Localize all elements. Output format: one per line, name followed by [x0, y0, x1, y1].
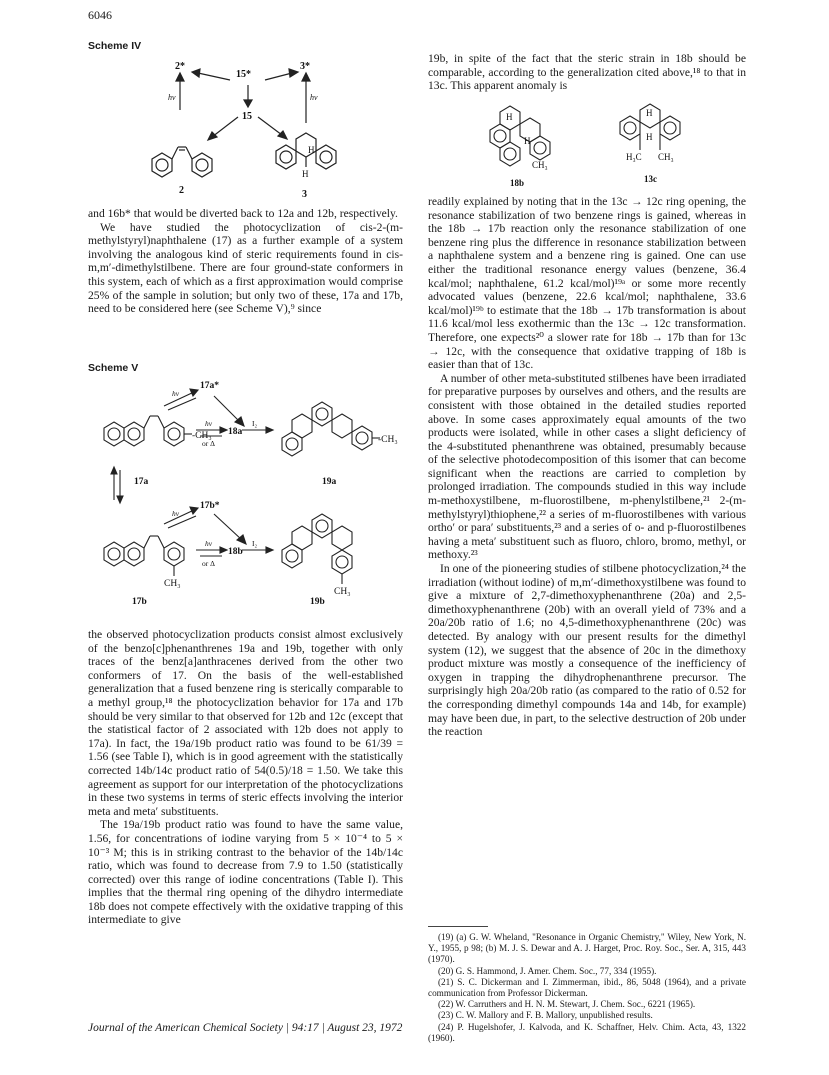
label-18b-fig: 18b: [510, 178, 525, 188]
label-hv-1: hν: [172, 389, 180, 398]
label-ch3-b: H₃C: [626, 152, 642, 162]
label-ch3-4: CH₃: [334, 587, 351, 597]
label-hv-right: hν: [310, 93, 318, 102]
label-19a: 19a: [322, 477, 337, 487]
label-h-3: H: [646, 108, 653, 118]
label-ch3-2: -CH₃: [378, 435, 398, 445]
label-i2-b: I₂: [252, 539, 258, 548]
left-para-3: the observed photocyclization products consist almost exclusively of the benzo[c]phenanthrenes 19a and 19b, together with only traces of the benz[a]anthracenes derived from the other two conformers of 17. On the basis of the well-established generalization that a fused benzene ring is sterically comparable to a methyl group,¹⁸ the photocyclization behavior for 17a and 17b should be very similar to that observed for 12b and 12c (except that the statistical factor of 2 associated with 12b does not apply to 17a). In fact, the 19a/19b product ratio was found to be 61/39 = 1.56 (see Table I), which is in good agreement with the statistically corrected 14b/14c product ratio of 54(0.5)/18 = 1.50. We take this agreement as support for our interpretation of the photocyclizations in these two systems in terms of steric effects involving the interior meta and meta′ substituents.: [88, 628, 403, 818]
reference-22: (22) W. Carruthers and H. N. M. Stewart, J. Chem. Soc., 6221 (1965).: [438, 999, 696, 1010]
label-15-star: 15*: [236, 69, 251, 80]
reference-23: (23) C. W. Mallory and F. B. Mallory, unpublished results.: [438, 1010, 653, 1021]
right-figure-18b-13c: [480, 96, 710, 192]
scheme-iv-label: Scheme IV: [88, 40, 142, 52]
label-18a: 18a: [228, 427, 243, 437]
left-column-bottom: [88, 628, 403, 927]
reference-21: (21) S. C. Dickerman and I. Zimmerman, ibid., 86, 5048 (1964), and a private communication from Professor Dickerman.: [428, 976, 746, 999]
label-hv-4: hν: [205, 539, 213, 548]
scheme-v-label: Scheme V: [88, 362, 139, 374]
references: [428, 932, 746, 1044]
footnote-rule: [428, 926, 488, 927]
right-column-bottom: [428, 195, 746, 739]
label-13c-fig: 13c: [644, 174, 657, 184]
label-19b: 19b: [310, 597, 325, 607]
label-hv-2: hν: [205, 419, 213, 428]
label-17a: 17a: [134, 477, 149, 487]
label-hv-left: hν: [168, 93, 176, 102]
label-ch3-c: CH₃: [658, 152, 674, 162]
label-18b: 18b: [228, 547, 243, 557]
label-2-star: 2*: [175, 61, 185, 72]
label-or-delta-2: or Δ: [202, 559, 215, 568]
reference-24: (24) P. Hugelshofer, J. Kalvoda, and K. Schaffner, Helv. Chim. Acta, 43, 1322 (1960).: [428, 1021, 746, 1043]
label-2: 2: [179, 185, 184, 196]
label-i2-a: I₂: [252, 419, 258, 428]
label-ch3-1: -CH₃: [192, 431, 212, 441]
label-h-bot: H: [302, 169, 309, 179]
left-para-4: The 19a/19b product ratio was found to have the same value, 1.56, for concentrations of iodine varying from 5 × 10⁻⁴ to 5 × 10⁻³ M; this is in striking contrast to the behavior of the 14b/14c ratio, which was found to decrease from 7.9 to 1.50 (statistically corrected) over this range of iodine concentrations (Table I). This implies that the thermal ring opening of the dihydro intermediate 18b does not compete effectively with the oxidative trapping of this intermediate to give: [88, 818, 403, 927]
left-para-1: and 16b* that would be diverted back to 12a and 12b, respectively.: [88, 207, 398, 220]
reference-20: (20) G. S. Hammond, J. Amer. Chem. Soc., 77, 334 (1955).: [438, 965, 657, 976]
label-h-2: H: [524, 136, 531, 146]
right-column-top: [428, 52, 746, 93]
label-h-top: H: [308, 145, 315, 155]
label-17b: 17b: [132, 597, 147, 607]
label-17a-star: 17a*: [200, 381, 219, 391]
label-h-1: H: [506, 112, 513, 122]
label-or-delta-1: or Δ: [202, 439, 215, 448]
label-ch3-a: CH₃: [532, 160, 548, 170]
page-number: 6046: [88, 8, 112, 22]
label-3: 3: [302, 189, 307, 200]
label-hv-3: hν: [172, 509, 180, 518]
scheme-iv-figure: [120, 55, 380, 205]
right-para-3: A number of other meta-substituted stilbenes have been irradiated for preparative purposes by ourselves and others, and the results are consistent with those obtained in the detailed studies reported above. In some cases approximately equal amounts of the two products were isolated, while in other cases a slight deficiency of the 4-substituted phenanthrene was obtained, presumably because of the selective photodecomposition of this isomer that can become significant when the reactions are carried to completion by prolonged irradiation. The compounds studied in this way include m-methoxystilbene, m-fluorostilbene, m-phenylstilbene,²¹ 2-(m-methylstyryl)thiophene,²² a series of m-fluorostilbenes with various ortho′ or para′ substituents,²³ and a series of o- and p-fluorostilbenes having a meta′ substituent such as fluoro, chloro, bromo, methyl, or methoxy.²³: [428, 371, 746, 562]
label-17b-star: 17b*: [200, 501, 220, 511]
right-para-1: 19b, in spite of the fact that the steric strain in 18b should be comparable, according to the generalization cited above,¹⁸ to that in 13c. This apparent anomaly is: [428, 52, 746, 93]
right-para-4: In one of the pioneering studies of stilbene photocyclization,²⁴ the irradiation (without iodine) of m,m′-dimethoxystilbene was found to give a mixture of 2,7-dimethoxyphenanthrene (20a) and 2,5-dimethoxyphenanthrene (20b) with an overall yield of 73% and a 20a/20b ratio of 1.6; no 4,5-dimethoxyphenanthrene (20c) was detected. By analogy with our present results for the dimethyl system (12), we suggest that the absence of 20c in the dimethoxy product mixture was mostly a consequence of the inefficiency of oxygen in trapping the dihydrophenanthrene precursor. The surprisingly high 20a/20b ratio (as compared to the ratio of 0.52 for the corresponding dimethyl compounds 14a and 14b, for example) may have been due, in part, to the selective destruction of 20b under the reaction: [428, 562, 746, 739]
label-15: 15: [242, 111, 252, 122]
journal-footer: Journal of the American Chemical Society | 94:17 | August 23, 1972: [88, 1022, 403, 1034]
left-column-top: [88, 207, 403, 316]
label-ch3-3: CH₃: [164, 579, 181, 589]
label-3-star: 3*: [300, 61, 310, 72]
reference-19: (19) (a) G. W. Wheland, "Resonance in Organic Chemistry," Wiley, New York, N. Y., 1955, p 98; (b) M. J. S. Dewar and A. J. Harget, Proc. Roy. Soc., Ser. A, 315, 443 (1970).: [428, 932, 746, 965]
label-h-4: H: [646, 132, 653, 142]
left-para-2: We have studied the photocyclization of cis-2-(m-methylstyryl)naphthalene (17) as a further example of a system involving the analogous kind of steric requirements found in cis-m,m′-dimethylstilbene. There are four ground-state conformers in this system, each of which as a first approximation would comprise 25% of the sample in solution; but only two of these, 17a and 17b, need to be considered here (see Scheme V),⁹ since: [88, 220, 403, 316]
right-para-2: readily explained by noting that in the 13c → 12c ring opening, the resonance stabilization of two benzene rings is gained, whereas in the 18b → 17b reaction only the resonance stabilization of one benzene ring plus the difference in resonance stabilization between a naphthalene system and a benzene ring is gained. One can use either the traditional resonance energy values (benzene, 36.4 kcal/mol; naphthalene, 61.2 kcal/mol)¹⁹ᵃ or some more recently advocated values (benzene, 22.6 kcal/mol; naphthalene, 33.6 kcal/mol)¹⁹ᵇ to estimate that the 18b → 17b transformation is about 11.6 kcal/mol less exothermic than the 13c → 12c transformation. Therefore, one expects²⁰ a slower rate for 18b → 17b than for 13c → 12c, with the consequence that oxidative trapping of 18b is easier than that of 13c.: [428, 195, 746, 372]
scheme-v-figure: [92, 372, 402, 634]
